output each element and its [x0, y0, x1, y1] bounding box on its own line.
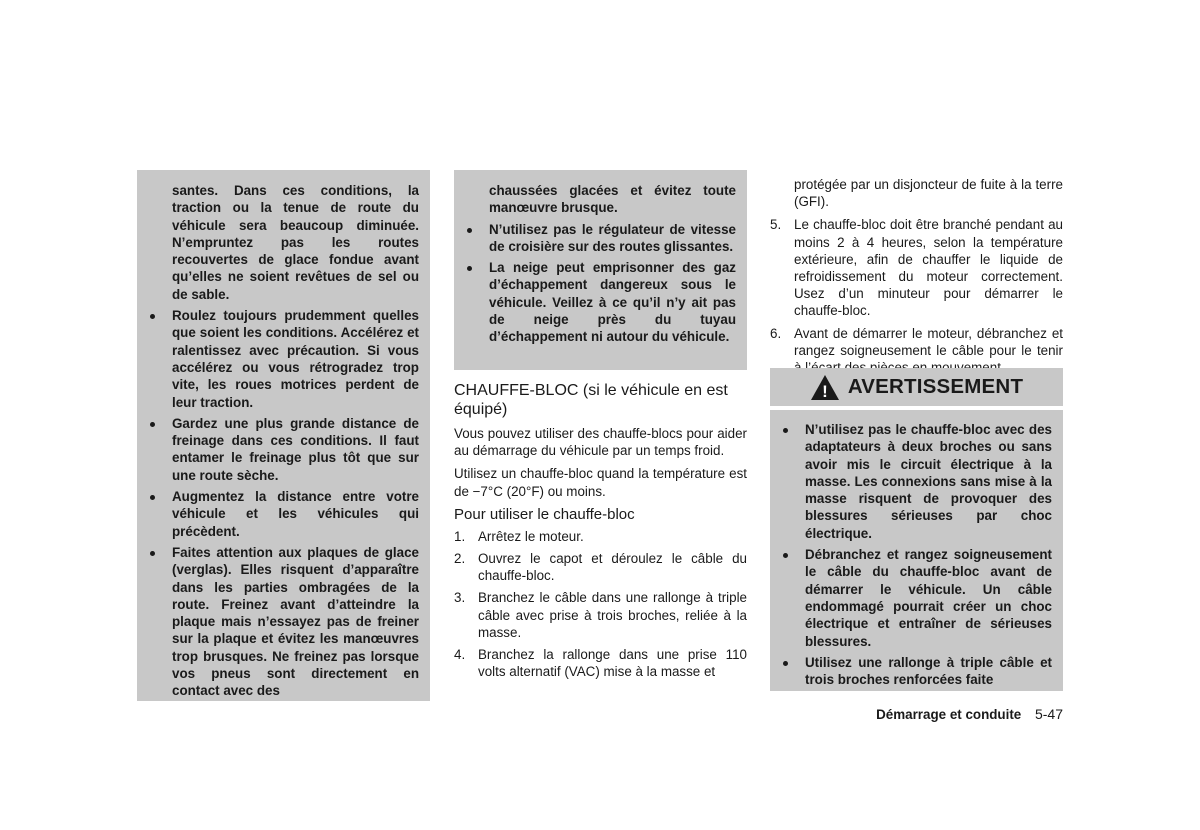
- caution-list: [454, 221, 747, 346]
- list-item: 3. Branchez le câble dans une rallonge à triple câble avec prise à trois broches, reliée à la masse.: [454, 590, 747, 640]
- svg-text:!: !: [821, 381, 828, 401]
- paragraph: Vous pouvez utiliser des chauffe-blocs pour aider au démarrage du véhicule par un temps froid.: [454, 426, 747, 459]
- warning-triangle-icon: [810, 374, 840, 401]
- continued-text: protégée par un disjoncteur de fuite à la terre (GFI).: [794, 177, 1063, 210]
- chapter-title: Démarrage et conduite: [876, 707, 1022, 722]
- block-heater-section: [454, 381, 747, 685]
- caution-panel-left: [137, 170, 430, 701]
- warning-title: AVERTISSEMENT: [847, 375, 1024, 398]
- list-item: Gardez une plus grande distance de freinage dans ces conditions. Il faut entamer le freinage plus tôt que sur une route sèche.: [172, 415, 419, 483]
- paragraph: Utilisez un chauffe-bloc quand la température est de −7°C (20°F) ou moins.: [454, 466, 747, 499]
- steps-continued: [770, 176, 1063, 381]
- warning-header: [770, 368, 1063, 406]
- caution-list: [137, 307, 430, 700]
- list-item: N’utilisez pas le régulateur de vitesse de croisière sur des routes glissantes.: [489, 221, 736, 254]
- list-item: 1. Arrêtez le moteur.: [454, 528, 584, 544]
- list-item: Débranchez et rangez soigneusement le câble du chauffe-bloc avant de démarrer le véhicule. Un câble endommagé pourrait créer un choc électrique et entraîner de sérieuses blessures.: [805, 547, 1052, 649]
- list-item: Utilisez une rallonge à triple câble et trois broches renforcées faite: [805, 654, 1052, 688]
- page-number: 5-47: [1034, 706, 1063, 722]
- warning-list: [770, 421, 1063, 688]
- continued-text: chaussées glacées et évitez toute manœuvre brusque.: [489, 183, 736, 216]
- steps-list: [770, 216, 1063, 376]
- list-item: La neige peut emprisonner des gaz d’échappement dangereux sous le véhicule. Veillez à ce qu’il n’y ait pas de neige près du tuyau d’échappement ni autour du véhicule.: [489, 260, 736, 345]
- continued-text: santes. Dans ces conditions, la traction ou la tenue de route du véhicule sera beaucoup diminuée. N’empruntez pas les routes recouvertes de glace fondue avant qu’elles ne soient revêtues de sel ou de sable.: [172, 183, 419, 302]
- subsection-title: Pour utiliser le chauffe-bloc: [454, 505, 635, 523]
- warning-panel: [770, 410, 1063, 691]
- caution-panel-middle: [454, 170, 747, 370]
- list-item: 4. Branchez la rallonge dans une prise 110 volts alternatif (VAC) mise à la masse et: [454, 647, 747, 680]
- list-item: 6. Avant de démarrer le moteur, débranchez et rangez soigneusement le câble pour le tenir: [770, 325, 1063, 358]
- list-item: Roulez toujours prudemment quelles que soient les conditions. Accélérez et ralentissez avec précaution. Si vous accélérez ou vous rétrogradez trop vite, les roues motrices perdent de leur traction.: [172, 308, 419, 410]
- list-item: 5. Le chauffe-bloc doit être branché pendant au moins 2 à 4 heures, selon la température extérieure, afin de chauffer le liquide de refroidissement du moteur correctement. Usez d’un minuteur pour démarrer le chauffe-bloc.: [770, 217, 1063, 319]
- list-item: Faites attention aux plaques de glace (verglas). Elles risquent d’apparaître dans les parties ombragées de la route. Freinez avant d’atteindre la plaque mais n’essayez pas de freiner sur la plaque et évitez les manœuvres trop brusques. Ne freinez pas lorsque vos pneus sont directement en contact avec des: [172, 544, 419, 699]
- steps-list: [454, 528, 747, 681]
- section-title: CHAUFFE-BLOC (si le véhicule en est équipé): [454, 382, 728, 418]
- list-item: Augmentez la distance entre votre véhicule et les véhicules qui précèdent.: [172, 489, 419, 539]
- list-item: N’utilisez pas le chauffe-bloc avec des adaptateurs à deux broches ou sans avoir mis le circuit électrique à la masse. Les connexions sans mise à la masse risquent de provoquer des blessures sérieuses par choc électrique.: [805, 422, 1052, 541]
- page-footer: [876, 706, 1063, 722]
- list-item: 2. Ouvrez le capot et déroulez le câble du chauffe-bloc.: [454, 551, 747, 584]
